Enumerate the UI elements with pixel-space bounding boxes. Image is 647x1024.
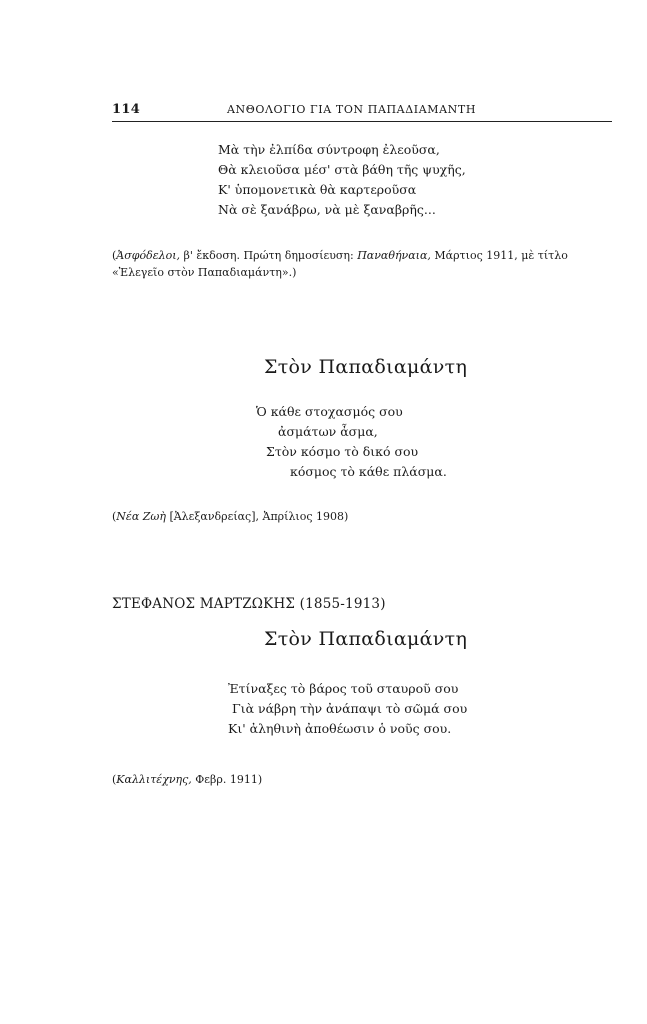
verse-line: Κι' ἀληθινὴ ἀποθέωσιν ὁ νοῦς σου. [228,721,452,736]
verse-line: Νὰ σὲ ξανάβρω, νὰ μὲ ξαναβρῆς... [218,202,436,217]
running-title: ΑΝΘΟΛΟΓΙΟ ΓΙΑ ΤΟΝ ΠΑΠΑΔΙΑΜΑΝΤΗ [227,103,477,116]
author-heading: ΣΤΕΦΑΝΟΣ ΜΑΡΤΖΩΚΗΣ (1855-1913) [112,596,386,612]
publication-title: Καλλιτέχνης, [116,773,192,786]
source-note-1-line-2: «Ἐλεγεῖο στὸν Παπαδιαμάντη».) [112,266,297,279]
source-note-1-line-1: (Ἀσφόδελοι, β' ἔκδοση. Πρώτη δημοσίευση: Παναθήναια, Μάρτιος 1911, μὲ τίτλο [112,249,568,262]
poem-2-verse [228,679,467,739]
verse-line: Ἐτίναξες τὸ βάρος τοῦ σταυροῦ σου [228,681,459,696]
verse-line: Ὁ κάθε στοχασμός σου [256,404,403,419]
verse-line: Γιὰ νάβρη τὴν ἀνάπαψι τὸ σῶμά σου [232,701,468,716]
publication-title: Παναθήναια, [357,249,431,262]
verse-line: ἀσμάτων ἆσμα, [278,424,378,439]
poem-title: Στὸν Παπαδιαμάντη [264,628,468,650]
poem-1-verse [256,402,447,482]
verse-line: Μὰ τὴν ἐλπίδα σύντροφη ἐλεοῦσα, [218,142,440,157]
running-head [112,101,612,122]
source-note-3: (Καλλιτέχνης, Φεβρ. 1911) [112,773,263,786]
stanza-1 [218,140,466,220]
verse-line: Στὸν κόσμο τὸ δικό σου [266,444,419,459]
poem-title: Στὸν Παπαδιαμάντη [264,356,468,378]
page-number: 114 [112,102,141,117]
source-note-2: (Νέα Ζωὴ [Ἀλεξανδρείας], Ἀπρίλιος 1908) [112,510,349,523]
source-note-1 [112,247,617,281]
publication-title: Νέα Ζωὴ [116,510,166,523]
verse-line: κόσμος τὸ κάθε πλάσμα. [290,464,447,479]
verse-line: Κ' ὑπομονετικὰ θὰ καρτεροῦσα [218,182,417,197]
publication-title: Ἀσφόδελοι, [116,249,181,262]
verse-line: Θὰ κλειοῦσα μέσ' στὰ βάθη τῆς ψυχῆς, [218,162,466,177]
